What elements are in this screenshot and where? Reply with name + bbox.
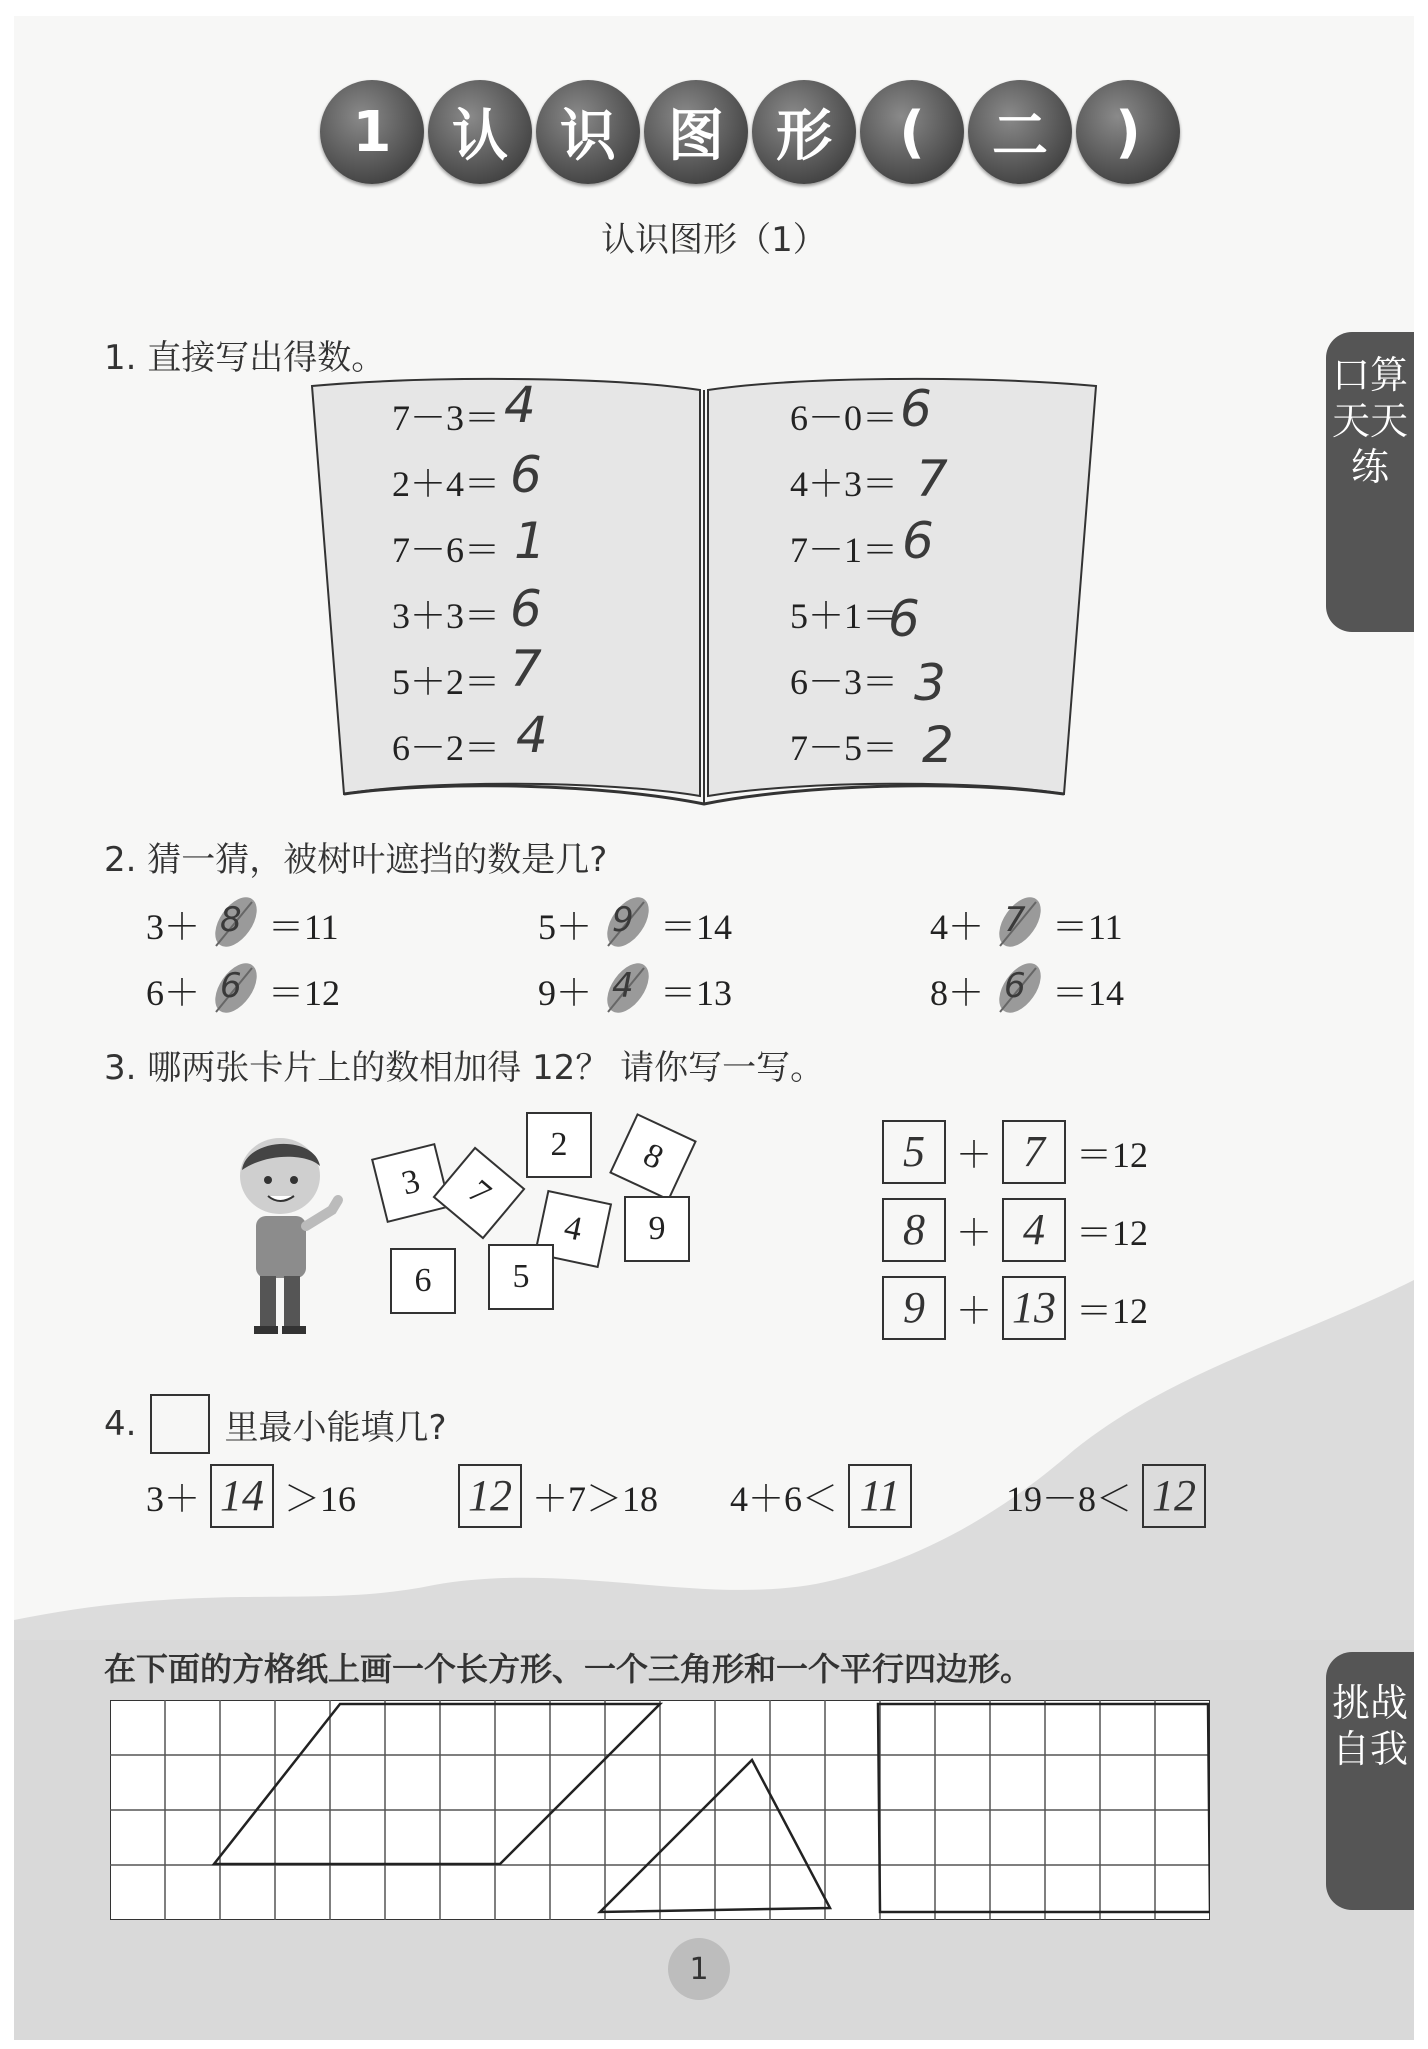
q4-item (146, 1464, 356, 1528)
answer-box (882, 1198, 946, 1262)
q2-sum: ＝11 (268, 906, 339, 947)
q3-handwritten-answer: 5 (903, 1127, 925, 1176)
q1-equation: 2＋4＝ (392, 464, 501, 504)
q1-handwritten-answer: 1 (514, 512, 546, 570)
q3-sum-row (882, 1276, 1148, 1340)
q4-item (458, 1464, 658, 1528)
q3-handwritten-answer: 4 (1023, 1205, 1046, 1254)
side-tab-challenge: 挑战自我 (1326, 1652, 1414, 1910)
q3-handwritten-answer: 8 (903, 1205, 925, 1254)
q1-equation: 7－5＝ (790, 728, 899, 768)
q4-handwritten-answer: 14 (220, 1471, 265, 1520)
answer-box (1002, 1198, 1066, 1262)
q2-item (930, 896, 1123, 952)
q4-pre: 3＋ (146, 1478, 201, 1519)
title-char: 图 (644, 80, 748, 184)
q2-sum: ＝12 (268, 972, 341, 1013)
title-char: 认 (428, 80, 532, 184)
title-char: 形 (752, 80, 856, 184)
title-char: 二 (968, 80, 1072, 184)
q1-equation: 5＋2＝ (392, 662, 501, 702)
q2-sum: ＝14 (1052, 972, 1125, 1013)
q3-sum-row (882, 1120, 1148, 1184)
q4-item (1006, 1464, 1206, 1528)
q3-result: ＝12 (1076, 1290, 1149, 1331)
q4-pre: 19－8＜ (1006, 1478, 1133, 1519)
title-char: 识 (536, 80, 640, 184)
q4-post: ＋7＞18 (532, 1478, 659, 1519)
q2-leaf-answer: 9 (612, 900, 634, 940)
answer-box (1002, 1120, 1066, 1184)
q1-handwritten-answer: 6 (510, 446, 542, 504)
plus-sign: ＋ (956, 1212, 993, 1253)
section-subtitle: 认识图形（1） (601, 220, 827, 260)
answer-box (210, 1464, 274, 1528)
q1-equation: 4＋3＝ (790, 464, 899, 504)
answer-box (882, 1276, 946, 1340)
title-char: ) (1076, 80, 1180, 184)
number-card: 4 (534, 1190, 612, 1268)
q2-item (146, 896, 339, 952)
answer-box (1002, 1276, 1066, 1340)
q2-addend: 4＋ (930, 906, 985, 947)
question-2-prompt: 2. 猜一猜，被树叶遮挡的数是几? (104, 840, 608, 880)
grid-paper (110, 1700, 1210, 1920)
q2-sum: ＝13 (660, 972, 733, 1013)
answer-box (1142, 1464, 1206, 1528)
leaf-icon (598, 896, 654, 952)
boy-illustration (228, 1130, 358, 1340)
q2-item (930, 962, 1124, 1018)
q1-handwritten-answer: 6 (888, 590, 920, 648)
q1-handwritten-answer: 7 (916, 450, 948, 508)
q1-handwritten-answer: 6 (902, 512, 934, 570)
q2-leaf-answer: 4 (612, 966, 634, 1006)
q3-handwritten-answer: 9 (903, 1283, 925, 1332)
page-number: 1 (668, 1938, 730, 2000)
q1-equation: 6－3＝ (790, 662, 899, 702)
side-tab-daily-practice: 口算天天练 (1326, 332, 1414, 632)
q1-equation: 7－6＝ (392, 530, 501, 570)
answer-box (458, 1464, 522, 1528)
q2-sum: ＝11 (1052, 906, 1123, 947)
q4-handwritten-answer: 12 (468, 1471, 512, 1520)
q1-equation: 6－0＝ (790, 398, 899, 438)
q1-equation: 6－2＝ (392, 728, 501, 768)
question-3-prompt: 3. 哪两张卡片上的数相加得 12？ 请你写一写。 (104, 1048, 825, 1088)
q2-leaf-answer: 8 (220, 900, 242, 940)
number-card: 6 (390, 1248, 456, 1314)
q2-addend: 9＋ (538, 972, 593, 1013)
q1-handwritten-answer: 4 (504, 376, 536, 434)
number-card: 5 (488, 1244, 554, 1310)
q1-equation: 7－1＝ (790, 530, 899, 570)
q2-addend: 3＋ (146, 906, 201, 947)
plus-sign: ＋ (956, 1290, 993, 1331)
q4-handwritten-answer: 11 (859, 1471, 901, 1520)
q2-sum: ＝14 (660, 906, 733, 947)
q3-sum-row (882, 1198, 1148, 1262)
q4-item (730, 1464, 912, 1528)
q3-result: ＝12 (1076, 1212, 1149, 1253)
q1-equation: 5＋1＝ (790, 596, 899, 636)
number-card: 8 (609, 1113, 697, 1201)
q2-addend: 5＋ (538, 906, 593, 947)
q1-handwritten-answer: 4 (516, 706, 548, 764)
q2-item (538, 962, 732, 1018)
q1-handwritten-answer: 7 (510, 640, 542, 698)
q1-handwritten-answer: 6 (900, 380, 932, 438)
question-4-prompt (104, 1394, 447, 1454)
lesson-title (320, 80, 1180, 184)
leaf-icon (206, 896, 262, 952)
number-card: 9 (624, 1196, 690, 1262)
q2-leaf-answer: 7 (1004, 900, 1026, 940)
plus-sign: ＋ (956, 1134, 993, 1175)
leaf-icon (990, 896, 1046, 952)
q1-handwritten-answer: 2 (922, 716, 954, 774)
leaf-icon (990, 962, 1046, 1018)
q2-item (146, 962, 340, 1018)
leaf-icon (598, 962, 654, 1018)
q3-handwritten-answer: 13 (1012, 1283, 1057, 1332)
title-char: ( (860, 80, 964, 184)
q3-handwritten-answer: 7 (1023, 1127, 1046, 1176)
q1-equation: 7－3＝ (392, 398, 501, 438)
q4-prompt-text: 里最小能填几? (224, 1407, 447, 1448)
number-card: 3 (371, 1143, 451, 1223)
number-card: 7 (433, 1147, 526, 1240)
challenge-prompt: 在下面的方格纸上画一个长方形、一个三角形和一个平行四边形。 (104, 1650, 1033, 1688)
q2-addend: 6＋ (146, 972, 201, 1013)
q1-handwritten-answer: 6 (510, 580, 542, 638)
answer-box (848, 1464, 912, 1528)
question-1-prompt: 1. 直接写出得数。 (104, 338, 386, 378)
q2-leaf-answer: 6 (220, 966, 242, 1006)
q1-handwritten-answer: 3 (914, 654, 946, 712)
number-card: 2 (526, 1112, 592, 1178)
q4-handwritten-answer: 12 (1152, 1471, 1197, 1520)
q3-result: ＝12 (1076, 1134, 1149, 1175)
q2-leaf-answer: 6 (1004, 966, 1026, 1006)
q2-item (538, 896, 732, 952)
q4-number: 4. (104, 1404, 137, 1444)
q4-pre: 4＋6＜ (730, 1478, 839, 1519)
q4-post: ＞16 (284, 1478, 357, 1519)
answer-box (882, 1120, 946, 1184)
leaf-icon (206, 962, 262, 1018)
title-char: 1 (320, 80, 424, 184)
q2-addend: 8＋ (930, 972, 985, 1013)
q1-equation: 3＋3＝ (392, 596, 501, 636)
empty-box-symbol (150, 1394, 210, 1454)
